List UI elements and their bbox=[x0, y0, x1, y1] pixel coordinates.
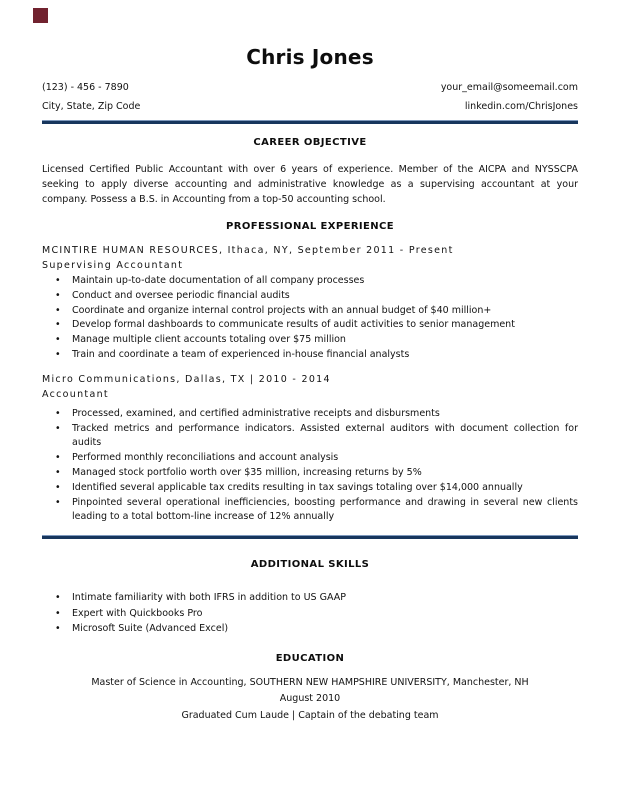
skill-item: • Expert with Quickbooks Pro bbox=[42, 606, 578, 622]
bullet-item: • Manage multiple client accounts totaling over $75 million bbox=[42, 333, 578, 348]
job-role-title: Supervising Accountant bbox=[42, 260, 184, 271]
skills-bullet-list bbox=[42, 590, 578, 637]
section-divider-rule bbox=[42, 535, 578, 539]
job-company-line: Micro Communications, Dallas, TX | 2010 - 2014 bbox=[42, 373, 331, 385]
job-bullet-list bbox=[42, 407, 578, 525]
job-bullet-list bbox=[42, 274, 578, 363]
contact-block bbox=[42, 79, 578, 116]
bullet-item: • Train and coordinate a team of experienced in-house financial analysts bbox=[42, 348, 578, 363]
bullet-item: • Coordinate and organize internal control projects with an annual budget of $40 million+ bbox=[42, 304, 578, 319]
skill-item: • Microsoft Suite (Advanced Excel) bbox=[42, 621, 578, 637]
bullet-item: • Managed stock portfolio worth over $35 million, increasing returns by 5% bbox=[42, 466, 578, 481]
job-entry-2 bbox=[42, 373, 578, 525]
bullet-item: • Maintain up-to-date documentation of all company processes bbox=[42, 274, 578, 289]
contact-row-2 bbox=[42, 98, 578, 117]
bullet-item: • Identified several applicable tax credits resulting in tax savings totaling over $14,000 annually bbox=[42, 481, 578, 496]
education-date-line: August 2010 bbox=[279, 693, 341, 705]
bullet-item: • Performed monthly reconciliations and account analysis bbox=[42, 451, 578, 466]
contact-email: your_email@someemail.com bbox=[440, 82, 578, 93]
section-heading-additional-skills: ADDITIONAL SKILLS bbox=[250, 559, 370, 571]
contact-linkedin: linkedin.com/ChrisJones bbox=[464, 100, 578, 112]
header-divider-rule bbox=[42, 120, 578, 124]
bullet-item: • Conduct and oversee periodic financial audits bbox=[42, 289, 578, 304]
section-heading-career-objective: CAREER OBJECTIVE bbox=[253, 137, 367, 148]
bullet-item: • Pinpointed several operational inefficiencies, boosting performance and drawing in several new clients leading to a total bottom-line increase of 12% annually bbox=[42, 496, 578, 526]
job-entry-1 bbox=[42, 244, 578, 363]
section-heading-education: EDUCATION bbox=[275, 652, 345, 664]
skill-item: • Intimate familiarity with both IFRS in addition to US GAAP bbox=[42, 590, 578, 606]
contact-address: City, State, Zip Code bbox=[42, 100, 141, 112]
section-heading-professional-experience: PROFESSIONAL EXPERIENCE bbox=[225, 221, 395, 232]
resume-name-title: Chris Jones bbox=[246, 45, 374, 69]
contact-phone: (123) - 456 - 7890 bbox=[42, 82, 129, 93]
career-objective-text: Licensed Certified Public Accountant with over 6 years of experience. Member of the AICPA and NYSSCPA seeking to apply diverse accounting and administrative knowledge as a supervising accountant at your company. Possess a B.S. in Accounting from a top-50 accounting school. bbox=[42, 164, 578, 205]
bullet-item: • Tracked metrics and performance indicators. Assisted external auditors with document collection for audits bbox=[42, 422, 578, 452]
job-company-line: MCINTIRE HUMAN RESOURCES, Ithaca, NY, September 2011 - Present bbox=[42, 245, 454, 256]
bullet-item: • Processed, examined, and certified administrative receipts and disbursments bbox=[42, 407, 578, 422]
bullet-item: • Develop formal dashboards to communicate results of audit activities to senior management bbox=[42, 318, 578, 333]
job-role-title: Accountant bbox=[42, 388, 109, 400]
corner-mark bbox=[33, 8, 48, 23]
contact-row-1 bbox=[42, 79, 578, 98]
education-degree-line: Master of Science in Accounting, SOUTHERN NEW HAMPSHIRE UNIVERSITY, Manchester, NH bbox=[91, 676, 529, 688]
education-honors-line: Graduated Cum Laude | Captain of the debating team bbox=[181, 709, 439, 721]
education-block bbox=[42, 675, 578, 725]
